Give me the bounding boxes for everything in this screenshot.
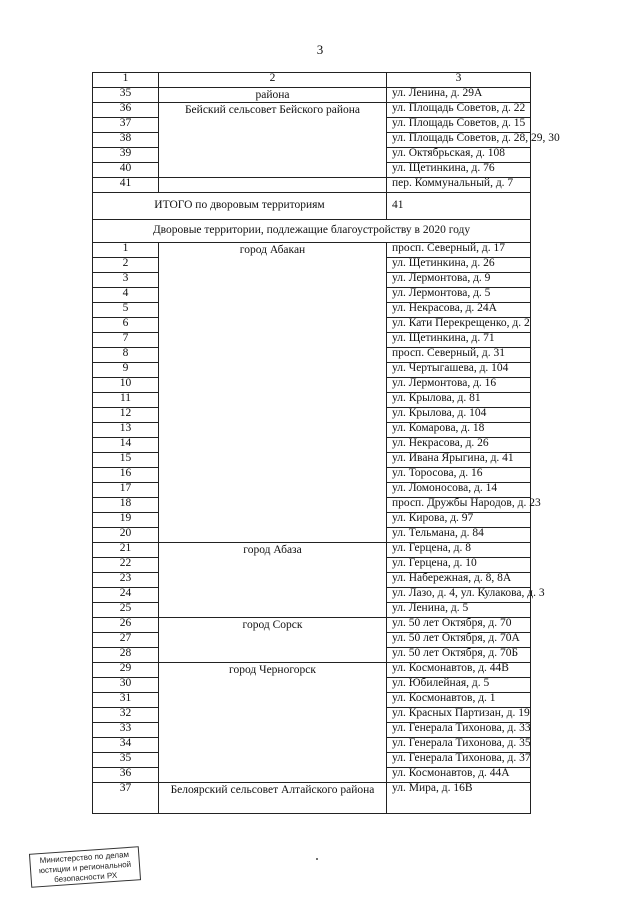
row-number: 9 <box>93 363 159 378</box>
registry-table-body <box>93 72 560 814</box>
registry-table <box>92 72 560 814</box>
table-row <box>93 243 531 258</box>
row-number: 5 <box>93 303 159 318</box>
row-number: 33 <box>93 723 159 738</box>
row-number: 18 <box>93 498 159 513</box>
row-number: 37 <box>93 783 159 814</box>
header-cell-territory: 2 <box>159 73 387 88</box>
address-cell: ул. Герцена, д. 8 <box>387 543 531 558</box>
row-number: 35 <box>93 753 159 768</box>
address-cell: ул. Некрасова, д. 26 <box>387 438 531 453</box>
address-cell: просп. Дружбы Народов, д. 23 <box>387 498 531 513</box>
row-number: 39 <box>93 148 159 163</box>
address-cell: ул. Лермонтова, д. 9 <box>387 273 531 288</box>
row-number: 10 <box>93 378 159 393</box>
address-cell: ул. Генерала Тихонова, д. 35 <box>387 738 531 753</box>
territory-cell: город Абаза <box>159 543 387 618</box>
address-cell: ул. Щетинкина, д. 26 <box>387 258 531 273</box>
row-number: 38 <box>93 133 159 148</box>
address-cell: ул. Красных Партизан, д. 19 <box>387 708 531 723</box>
row-number: 8 <box>93 348 159 363</box>
row-number: 14 <box>93 438 159 453</box>
row-number: 6 <box>93 318 159 333</box>
table-row <box>93 178 531 193</box>
row-number: 4 <box>93 288 159 303</box>
row-number: 28 <box>93 648 159 663</box>
row-number: 36 <box>93 768 159 783</box>
address-cell: ул. 50 лет Октября, д. 70Б <box>387 648 531 663</box>
address-cell: ул. Октябрьская, д. 108 <box>387 148 531 163</box>
address-cell: ул. Торосова, д. 16 <box>387 468 531 483</box>
table-row <box>93 103 531 118</box>
address-cell: ул. Тельмана, д. 84 <box>387 528 531 543</box>
table-row <box>93 618 531 633</box>
table-row <box>93 783 531 814</box>
address-cell: ул. Площадь Советов, д. 28, 29, 30 <box>387 133 531 148</box>
address-cell: ул. Космонавтов, д. 44В <box>387 663 531 678</box>
total-value: 41 <box>387 193 531 220</box>
address-cell: ул. Площадь Советов, д. 22 <box>387 103 531 118</box>
row-number: 13 <box>93 423 159 438</box>
row-number: 26 <box>93 618 159 633</box>
row-number: 15 <box>93 453 159 468</box>
row-number: 36 <box>93 103 159 118</box>
address-cell: ул. Некрасова, д. 24А <box>387 303 531 318</box>
row-number: 16 <box>93 468 159 483</box>
address-cell: ул. 50 лет Октября, д. 70 <box>387 618 531 633</box>
row-number: 3 <box>93 273 159 288</box>
row-number: 20 <box>93 528 159 543</box>
row-number: 21 <box>93 543 159 558</box>
address-cell: ул. Космонавтов, д. 44А <box>387 768 531 783</box>
address-cell: ул. Крылова, д. 104 <box>387 408 531 423</box>
row-number: 11 <box>93 393 159 408</box>
address-cell: ул. Лермонтова, д. 5 <box>387 288 531 303</box>
row-number: 19 <box>93 513 159 528</box>
row-number: 41 <box>93 178 159 193</box>
address-cell: ул. Герцена, д. 10 <box>387 558 531 573</box>
address-cell: ул. Площадь Советов, д. 15 <box>387 118 531 133</box>
address-cell: ул. Ленина, д. 29А <box>387 88 531 103</box>
address-cell: просп. Северный, д. 31 <box>387 348 531 363</box>
row-number: 35 <box>93 88 159 103</box>
address-cell: ул. Мира, д. 16В <box>387 783 531 814</box>
table-row <box>93 663 531 678</box>
table-row <box>93 543 531 558</box>
territory-cell: Белоярский сельсовет Алтайского района <box>159 783 387 814</box>
section-row <box>93 220 531 243</box>
total-label: ИТОГО по дворовым территориям <box>93 193 387 220</box>
address-cell: ул. 50 лет Октября, д. 70А <box>387 633 531 648</box>
registration-stamp: Министерство по делам юстиции и региональной безопасности РХ <box>29 846 141 888</box>
address-cell: ул. Лазо, д. 4, ул. Кулакова, д. 3 <box>387 588 531 603</box>
territory-cell <box>159 178 387 193</box>
row-number: 29 <box>93 663 159 678</box>
header-row <box>93 73 531 88</box>
row-number: 23 <box>93 573 159 588</box>
row-number: 22 <box>93 558 159 573</box>
address-cell: ул. Генерала Тихонова, д. 33 <box>387 723 531 738</box>
row-number: 40 <box>93 163 159 178</box>
address-cell: ул. Щетинкина, д. 71 <box>387 333 531 348</box>
address-cell: пер. Коммунальный, д. 7 <box>387 178 531 193</box>
territory-cell: город Черногорск <box>159 663 387 783</box>
territory-cell: района <box>159 88 387 103</box>
address-cell: ул. Набережная, д. 8, 8А <box>387 573 531 588</box>
row-number: 32 <box>93 708 159 723</box>
row-number: 30 <box>93 678 159 693</box>
address-cell: ул. Космонавтов, д. 1 <box>387 693 531 708</box>
row-number: 27 <box>93 633 159 648</box>
section-title: Дворовые территории, подлежащие благоустройству в 2020 году <box>93 220 531 243</box>
table-row <box>93 88 531 103</box>
row-number: 17 <box>93 483 159 498</box>
address-cell: ул. Ломоносова, д. 14 <box>387 483 531 498</box>
territory-cell: город Сорск <box>159 618 387 663</box>
scan-speck <box>316 858 318 860</box>
total-row <box>93 193 531 220</box>
header-cell-address: 3 <box>387 73 531 88</box>
row-number: 12 <box>93 408 159 423</box>
address-cell: ул. Лермонтова, д. 16 <box>387 378 531 393</box>
territory-cell: Бейский сельсовет Бейского района <box>159 103 387 178</box>
address-cell: ул. Ивана Ярыгина, д. 41 <box>387 453 531 468</box>
address-cell: ул. Ленина, д. 5 <box>387 603 531 618</box>
address-cell: ул. Кирова, д. 97 <box>387 513 531 528</box>
address-cell: просп. Северный, д. 17 <box>387 243 531 258</box>
address-cell: ул. Юбилейная, д. 5 <box>387 678 531 693</box>
row-number: 31 <box>93 693 159 708</box>
address-cell: ул. Крылова, д. 81 <box>387 393 531 408</box>
address-cell: ул. Генерала Тихонова, д. 37 <box>387 753 531 768</box>
page-number: 3 <box>316 42 324 57</box>
address-cell: ул. Щетинкина, д. 76 <box>387 163 531 178</box>
row-number: 25 <box>93 603 159 618</box>
address-cell: ул. Комарова, д. 18 <box>387 423 531 438</box>
row-number: 1 <box>93 243 159 258</box>
address-cell: ул. Чертыгашева, д. 104 <box>387 363 531 378</box>
row-number: 7 <box>93 333 159 348</box>
row-number: 24 <box>93 588 159 603</box>
header-cell-number: 1 <box>93 73 159 88</box>
row-number: 34 <box>93 738 159 753</box>
row-number: 2 <box>93 258 159 273</box>
territory-cell: город Абакан <box>159 243 387 543</box>
address-cell: ул. Кати Перекрещенко, д. 2 <box>387 318 531 333</box>
row-number: 37 <box>93 118 159 133</box>
